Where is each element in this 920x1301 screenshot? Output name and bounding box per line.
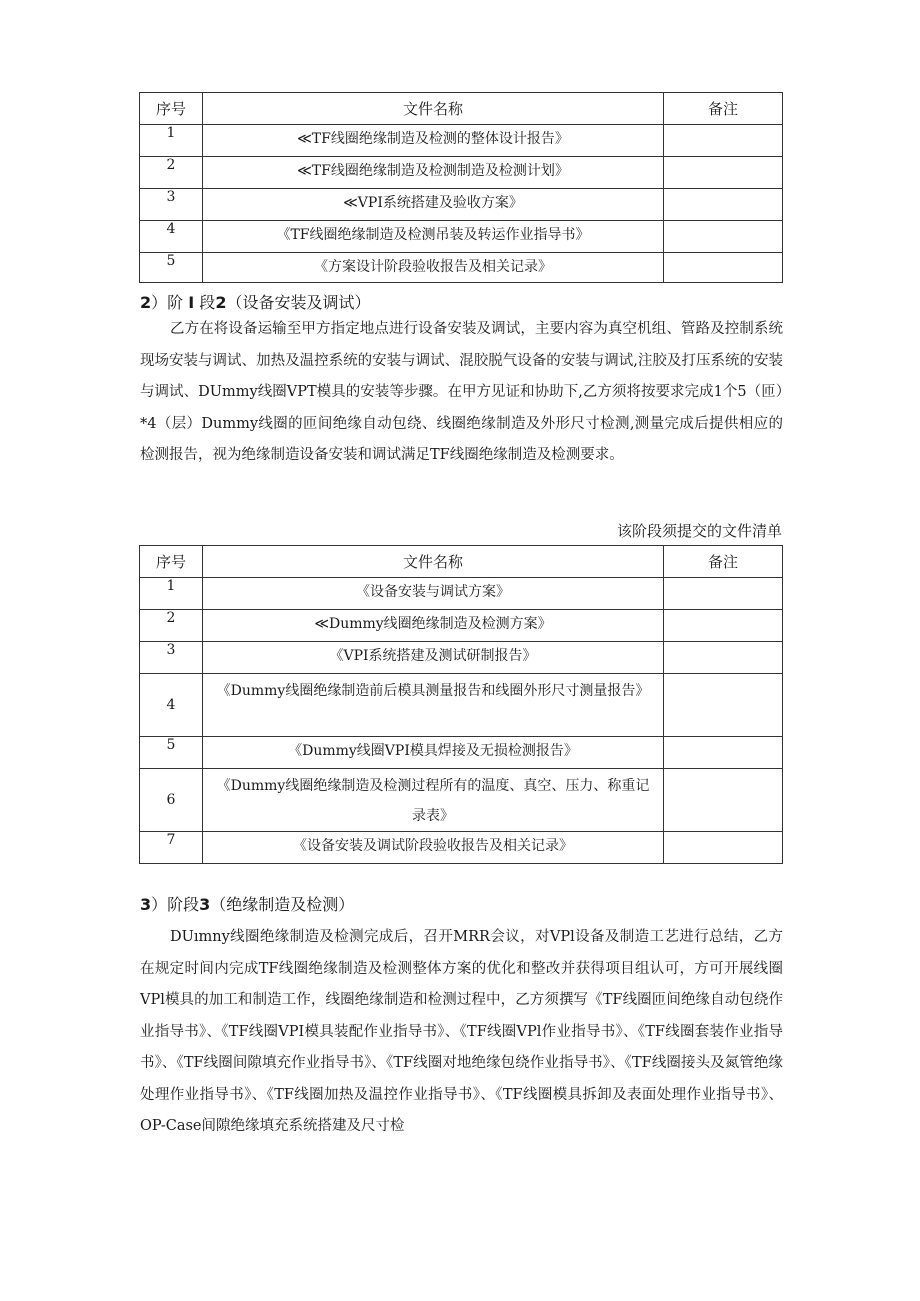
table-row: [140, 832, 783, 864]
row-name: ≪Dummy线圈绝缘制造及检测方案》: [203, 610, 664, 642]
row-no: 3: [140, 189, 203, 221]
row-no: 4: [140, 674, 203, 737]
row-note: [664, 674, 783, 737]
row-note: [664, 578, 783, 610]
section2-paren: ）阶: [151, 293, 184, 312]
row-note: [664, 189, 783, 221]
header-name: 文件名称: [203, 93, 664, 125]
table2-caption: 该阶段须提交的文件清单: [616, 522, 782, 540]
row-name: ≪VPI系统搭建及验收方案》: [203, 189, 664, 221]
stage2-document-table: [139, 545, 783, 864]
header-no: 序号: [140, 93, 203, 125]
section2-stage: 段: [199, 293, 216, 312]
section2-bar: I: [188, 293, 195, 312]
row-no: 5: [140, 253, 203, 283]
row-note: [664, 642, 783, 674]
section2-stage-number: 2: [215, 293, 227, 312]
header-name: 文件名称: [203, 546, 664, 578]
table-header-row: [140, 93, 783, 125]
row-note: [664, 253, 783, 283]
table-row: [140, 189, 783, 221]
row-no: 5: [140, 737, 203, 769]
row-note: [664, 125, 783, 157]
table-row: [140, 737, 783, 769]
section2-paragraph: 乙方在将设备运输至甲方指定地点进行设备安装及调试，主要内容为真空机组、管路及控制系统现场安装与调试、加热及温控系统的安装与调试、混胶脱气设备的安装与调试,注胶及打压系统的安装与调试、DUmmy线圈VPT模具的安装等步骤。在甲方见证和协助下,乙方须将按要求完成1个5（匝）*4（层）Dummy线圈的匝间绝缘自动包绕、线圈绝缘制造及外形尺寸检测,测量完成后提供相应的检测报告，视为绝缘制造设备安装和调试满足TF线圈绝缘制造及检测要求。: [140, 321, 783, 463]
row-note: [664, 832, 783, 864]
row-name: 《VPI系统搭建及测试研制报告》: [203, 642, 664, 674]
table-row: [140, 769, 783, 832]
row-note: [664, 221, 783, 253]
table-row: [140, 125, 783, 157]
section2-number: 2: [140, 293, 152, 312]
header-no: 序号: [140, 546, 203, 578]
table-row: [140, 642, 783, 674]
row-name: ≪TF线圈绝缘制造及检测的整体设计报告》: [203, 125, 664, 157]
section3-paragraph: DUımny线圈绝缘制造及检测完成后，召开MRR会议，对VPl设备及制造工艺进行总结，乙方在规定时间内完成TF线圈绝缘制造及检测整体方案的优化和整改并获得项目组认可，方可开展线圈VPl模具的加工和制造工作，线圈绝缘制造和检测过程中，乙方须撰写《TF线圈匝间绝缘自动包绕作业指导书》、《TF线圈VPI模具装配作业指导书》、《TF线圈VPl作业指导书》、《TF线圈套装作业指导书》、《TF线圈间隙填充作业指导书》、《TF线圈对地绝缘包绕作业指导书》、《TF线圈接头及氮管绝缘处理作业指导书》、《TF线圈加热及温控作业指导书》、《TF线圈模具拆卸及表面处理作业指导书》、OP-Case间隙绝缘填充系统搭建及尺寸检: [140, 929, 783, 1134]
table-row: [140, 674, 783, 737]
row-name: 《Dummy线圈VPI模具焊接及无损检测报告》: [203, 737, 664, 769]
row-no: 1: [140, 125, 203, 157]
table-row: [140, 610, 783, 642]
header-note: 备注: [664, 93, 783, 125]
section3-number: 3: [140, 895, 152, 914]
row-name: 《TF线圈绝缘制造及检测吊装及转运作业指导书》: [203, 221, 664, 253]
row-note: [664, 157, 783, 189]
section3-title: （绝缘制造及检测）: [210, 895, 355, 914]
section2-title: （设备安装及调试）: [226, 293, 371, 312]
row-name: 《方案设计阶段验收报告及相关记录》: [203, 253, 664, 283]
row-no: 2: [140, 610, 203, 642]
row-name: 《Dummy线圈绝缘制造前后模具测量报告和线圈外形尺寸测量报告》: [203, 674, 664, 737]
header-note: 备注: [664, 546, 783, 578]
row-name: 《设备安装及调试阶段验收报告及相关记录》: [203, 832, 664, 864]
table-row: [140, 253, 783, 283]
row-no: 3: [140, 642, 203, 674]
row-note: [664, 610, 783, 642]
section2-heading: [140, 290, 370, 313]
row-no: 2: [140, 157, 203, 189]
row-no: 7: [140, 832, 203, 864]
row-name: ≪TF线圈绝缘制造及检测制造及检测计划》: [203, 157, 664, 189]
table-row: [140, 221, 783, 253]
section3-heading: [140, 892, 354, 915]
row-note: [664, 769, 783, 832]
row-no: 4: [140, 221, 203, 253]
table-header-row: [140, 546, 783, 578]
stage1-document-table: [139, 92, 783, 283]
section3-stage-number: 3: [199, 895, 211, 914]
row-no: 1: [140, 578, 203, 610]
row-name: 《Dummy线圈绝缘制造及检测过程所有的温度、真空、压力、称重记录表》: [203, 769, 664, 832]
row-no: 6: [140, 769, 203, 832]
row-note: [664, 737, 783, 769]
section3-paren: ）阶段: [151, 895, 200, 914]
row-name: 《设备安装与调试方案》: [203, 578, 664, 610]
table-row: [140, 578, 783, 610]
table-row: [140, 157, 783, 189]
